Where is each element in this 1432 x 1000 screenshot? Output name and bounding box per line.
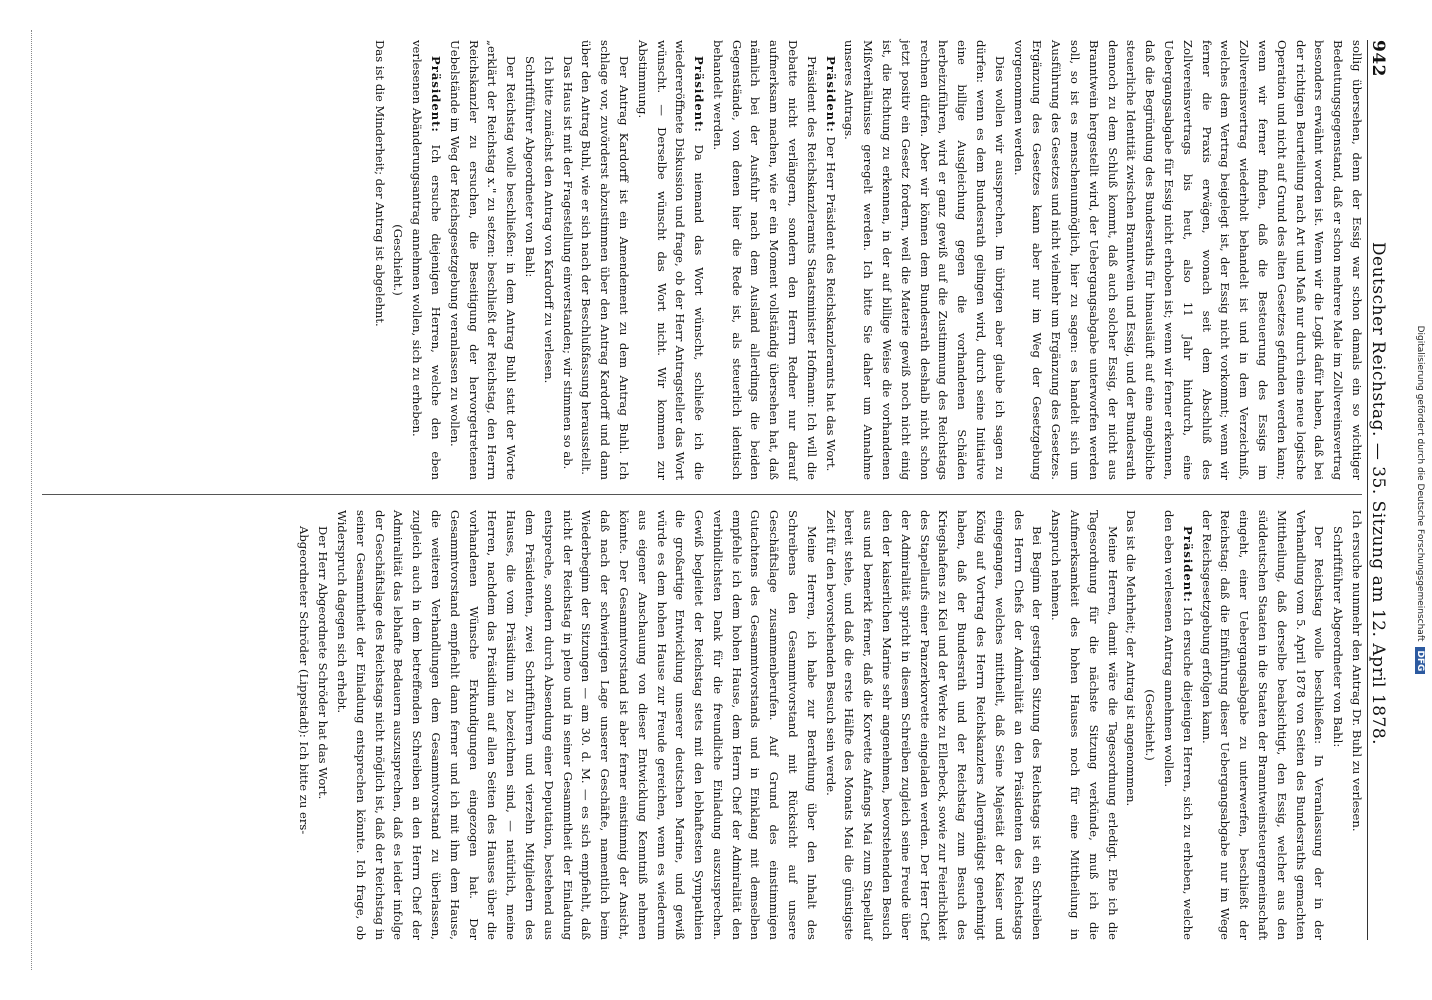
header-rule (1367, 40, 1368, 940)
paragraph (1159, 510, 1197, 940)
paragraph-text: Meine Herren, damit wäre die Tagesordnung erledigt. Ehe ich die Tagesordnung für die nächste Sitzung verkünde, muß ich die Aufmerksamkeit des hohen Hauses noch für eine Mittheilung in Anspruch nehmen. (1049, 510, 1120, 940)
paragraph (332, 510, 821, 940)
paragraph (407, 40, 445, 480)
digitization-footer (1408, 0, 1432, 1000)
paragraph-text: Ich ersuche nunmehr den Antrag Dr. Buhl zu verlesen. (1350, 510, 1364, 832)
paragraph-text: Ich ersuche diejenigen Herren, sich zu erheben, welche den eben verlesenen Antrag annehmen wollen. (1162, 510, 1195, 940)
paragraph (840, 40, 1009, 480)
paragraph (821, 40, 840, 480)
speaker-label: Präsident: (1180, 526, 1195, 603)
paragraph-text: (Geschieht.) (1143, 689, 1158, 761)
paragraph (1009, 40, 1366, 480)
column-divider (42, 494, 1362, 495)
stage-direction (1140, 510, 1159, 940)
paragraph (313, 510, 332, 940)
paragraph-text: Der Herr Präsident des Reichskanzleramts hat das Wort. (823, 132, 838, 472)
page-header (1368, 40, 1404, 940)
paragraph-text: Der Antrag Kardorff ist ein Amendement zu dem Antrag Buhl. Ich schlage vor, zuvörderst abzustimmen über den Antrag Kardorff und dann über den Antrag Buhl, wie er sich nach der Beschlußfassung herausstellt. (579, 40, 631, 480)
paragraph-text: Der Reichstag wolle beschließen: In Veranlassung der in der Verhandlung vom 5. April 1878 von Seiten des Bundesraths gemachten Mittheilung, daß derselbe beabsichtigt, den Essig, welcher aus den süddeutschen Staaten in die Staaten der Branntweinsteuergemeinschaft eingeht, einer Uebergangsabgabe zu unterwerfen, beschließt der Reichstag: daß die Einführung dieser Uebergangsabgabe nur im Wege der Reichsgesetzgebung erfolgen kann. (1199, 510, 1327, 940)
paragraph (445, 40, 520, 480)
speaker-label: Präsident: (823, 56, 838, 133)
paragraph-text: Schriftführer Abgeordneter von Bahl: (1331, 526, 1346, 748)
footer-text: Digitalisierung gefördert durch die Deutsche Forschungsgemeinschaft (1415, 325, 1425, 642)
paragraph (633, 40, 708, 480)
paragraph-text: Präsident des Reichskanzleramts Staatsminister Hofmann: Ich will die Debatte nicht verlängern, sondern den Herrn Redner nur darauf aufmerksam machen, wie er ein Moment vollständig übersehen hat, daß nämlich bei der Ausfuhr nach dem Ausland allerdings die beiden Gegenstände, von denen hier die Rede ist, als steuerlich identisch behandelt werden. (710, 40, 819, 480)
dfg-logo: DFG (1415, 647, 1425, 674)
speaker-label: Präsident: (692, 56, 707, 133)
paragraph-text: Ich ersuche diejenigen Herren, welche den eben verlesenen Abänderungsantrag annehmen wollen, sich zu erheben. (410, 40, 443, 480)
paragraph-text: Dies wollen wir aussprechen. Im übrigen aber glaube ich sagen zu dürfen: wenn es dem Bundesrath gelingen wird, durch seine Initiative eine billige Ausgleichung gegen die vorhandenen Schäden herbeizuführen, wird er ganz gewiß auf die Zustimmung des Reichstags rechnen dürfen. Aber wir können dem Bundesrath deshalb nicht schon jetzt positiv ein Gesetz fordern, weil die Materie gewiß noch nicht einig ist, die Richtung zu erkennen, in der auf billige Weise die vorhandenen Mißverhältnisse geregelt werden. Ich bitte Sie daher um Annahme unseres Antrags. (842, 40, 1007, 480)
paragraph-text: Der Reichstag wolle beschließen: in dem Antrag Buhl statt der Worte „erklärt der Reichstag x." zu setzen: beschließt der Reichstag, den Herrn Reichskanzler zu ersuchen, die Beseitigung der hervorgetretenen Uebelstände im Weg der Reichsgesetzgebung veranlassen zu wollen. (447, 40, 519, 480)
stage-direction (389, 40, 408, 480)
paragraph-text: Das Haus ist mit der Fragestellung einverstanden; wir stimmen so ab. (560, 56, 575, 470)
paragraph-text: Ich bitte zunächst den Antrag von Kardorff zu verlesen. (541, 56, 556, 384)
paragraph (1197, 510, 1329, 940)
paragraph-text: Der Herr Abgeordnete Schröder hat das Wort. (316, 526, 331, 800)
paragraph-text: Das ist die Minderheit; der Antrag ist abgelehnt. (372, 40, 387, 327)
paragraph-text: Das ist die Mehrheit; der Antrag ist angenommen. (1124, 510, 1139, 807)
paragraph-text: Meine Herren, ich habe zur Berathung über den Inhalt des Schreibens den Gesammtvorstand mit Rücksicht auf unsere Geschäftslage zusammenberufen. Auf Grund des einstimmigen Gutachtens des Gesammtvorstands und in Einklang mit demselben empfehle ich dem hohen Hause, dem Herrn Chef der Admiralität den verbindlichsten Dank für die freundliche Einladung auszusprechen. Gewiß begleitet der Reichstag stets mit den lebhaftesten Sympathien die großartige Entwicklung unserer deutschen Marine, und gewiß würde es dem hohen Hause zur Freude gereichen, wenn es wiederum aus eigener Anschauung von dieser Entwicklung Kenntniß nehmen könnte. Der Gesammtvorstand ist aber ferner einstimmig der Ansicht, daß nach der schwierigen Lage unserer Geschäfte, namentlich beim Wiederbeginn der Sitzungen — am 30. d. M. — es sich empfiehlt, daß nicht der Reichstag in pleno und in seiner Gesammtheit der Einladung entspreche, sondern durch Absendung einer Deputation, bestehend aus dem Präsidenten, zwei Schriftführern und vierzehn Mitgliedern des Hauses, die vom Präsidium zu bezeichnen sind, — natürlich, meine Herren, nachdem das Präsidium auf allen Seiten des Hauses über die vorhandenen Wünsche Erkundigungen eingezogen hat. Der Gesammtvorstand empfiehlt dann ferner und ich mit ihm dem Hause, die weiteren Verhandlungen dem Gesammtvorstand zu überlassen, zugleich auch in dem betreffenden Schreiben an den Herrn Chef der Admiralität das lebhafte Bedauern auszusprechen, daß es leider infolge der Geschäftslage des Reichstags nicht möglich ist, daß der Reichstag in seiner Gesammtheit der Einladung entsprechen könnte. Ich frage, ob Widerspruch dagegen sich erhebt. (334, 510, 819, 940)
left-column (370, 40, 1366, 480)
page-number: 942 (1368, 40, 1388, 77)
paragraph-text: Abgeordneter Schröder (Lippstadt): Ich bitte zu ers- (297, 526, 312, 835)
scan-artifact (28, 30, 32, 970)
paragraph (577, 40, 633, 480)
paragraph (1328, 510, 1347, 940)
paragraph-text: (Geschieht.) (391, 224, 406, 296)
paragraph-text: sollig übersehen, denn der Essig war schon damals ein so wichtiger Bedeutungsgegenstand, daß er schon mehrere Male im Zollvereinsvertrag besonders erwähnt worden ist. Wenn wir die Logik dafür haben, daß bei der richtigen Beurteilung nach Art und Maß nur durch eine neue logische Operation und nicht auf Grund des alten Gesetzes gefunden werden kann; wenn wir ferner finden, daß die Besteuerung des Essigs im Zollvereinsvertrag wiederholt behandelt ist und in dem Verzeichniß, welches dem Vertrag beigelegt ist, der Essig nicht vorkommt; wenn wir ferner die Praxis erwägen, wonach seit dem Abschluß des Zollvereinsvertrags bis heut, also 11 Jahr hindurch, eine Uebergangsabgabe für Essig nicht erhoben ist; wenn wir ferner erkennen, daß die Begründung des Bundesraths für hinausläuft auf eine angebliche steuerliche Identität zwischen Branntwein und Essig, und der Bundesrath dennoch zu dem Schluß kommt, daß auch solcher Essig, der nicht aus Branntwein hergestellt wird, der Uebergangsabgabe unterworfen werden soll, so ist es menschenunmöglich, hier zu sagen: es handelt sich um Ausführung des Gesetzes und nicht vielmehr um Ergänzung des Gesetzes. Ergänzung des Gesetzes kann aber nur im Weg der Gesetzgebung vorgenommen werden. (1011, 40, 1364, 480)
page-title: Deutscher Reichstag. — 35. Sitzung am 12. April 1878. (1368, 241, 1388, 746)
paragraph (1347, 510, 1366, 940)
paragraph (295, 510, 314, 940)
paragraph-text: Schriftführer Abgeordneter von Bahl: (522, 56, 537, 278)
paragraph (520, 40, 539, 480)
paragraph (370, 40, 389, 480)
paragraph-text: Bei Beginn der gestrigen Sitzung des Reichstags ist ein Schreiben des Herrn Chefs der Admiralität an den Präsidenten des Reichstags eingegangen, welches mittheilt, daß Seine Majestät der Kaiser und König auf Vortrag des Herrn Reichskanzlers Allergnädigst genehmigt haben, daß der Bundesrath und der Reichstag zum Besuch des Kriegshafens zu Kiel und der Werke zu Ellerbeck, sowie zur Feierlichkeit des Stapellaufs einer Panzerkorvette eingeladen werden. Der Herr Chef der Admiralität spricht in diesem Schreiben zugleich seine Freude über den der kaiserlichen Marine sehr angenehmen, bevorstehenden Besuch aus und bemerkt ferner, daß die Korvette Anfangs Mai zum Stapellauf bereit stehe, und daß die erste Hälfte des Monats Mai die günstigste Zeit für den bevorstehenden Besuch sein werde. (823, 510, 1045, 940)
paragraph (1046, 510, 1121, 940)
paragraph (558, 40, 577, 480)
speaker-label: Präsident: (428, 56, 443, 133)
paragraph (821, 510, 1047, 940)
right-column (295, 510, 1366, 940)
paragraph (1122, 510, 1141, 940)
paragraph (708, 40, 821, 480)
paragraph-text: Da niemand das Wort wünscht, schließe ich die wiedereröffnete Diskussion und frage, ob der Herr Antragsteller das Wort wünscht. — Derselbe wünscht das Wort nicht. Wir kommen zur Abstimmung. (635, 40, 707, 480)
paragraph (539, 40, 558, 480)
